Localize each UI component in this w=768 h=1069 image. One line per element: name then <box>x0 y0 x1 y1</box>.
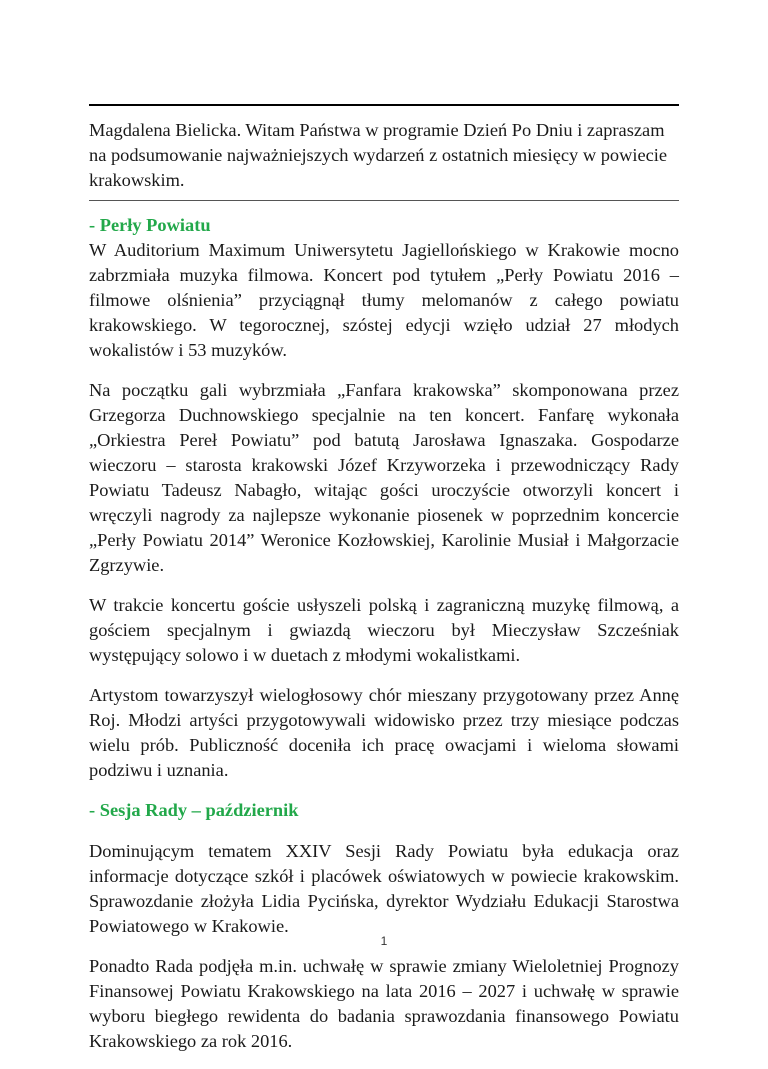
intro-paragraph: Magdalena Bielicka. Witam Państwa w programie Dzień Po Dniu i zapraszam na podsumowanie najważniejszych wydarzeń z ostatnich miesięcy w powiecie krakowskim. <box>89 120 668 190</box>
top-divider <box>89 104 679 106</box>
paragraph: W Auditorium Maximum Uniwersytetu Jagiellońskiego w Krakowie mocno zabrzmiała muzyka filmowa. Koncert pod tytułem „Perły Powiatu 2016 – filmowe olśnienia” przyciągnął tłumy melomanów z całego powiatu krakowskiego. W tegorocznej, szóstej edycji wzięło udział 27 młodych wokalistów i 53 muzyków. <box>89 240 679 360</box>
intro-divider <box>89 200 679 201</box>
paragraph: Ponadto Rada podjęła m.in. uchwałę w sprawie zmiany Wieloletniej Prognozy Finansowej Powiatu Krakowskiego na lata 2016 – 2027 i uchwałę w sprawie wyboru biegłego rewidenta do badania sprawozdania finansowego Powiatu Krakowskiego za rok 2016. <box>89 956 679 1051</box>
section-heading-perly-powiatu: - Perły Powiatu <box>89 215 211 235</box>
paragraph: Na początku gali wybrzmiała „Fanfara krakowska” skomponowana przez Grzegorza Duchnowskiego specjalnie na ten koncert. Fanfarę wykonała „Orkiestra Pereł Powiatu” pod batutą Jarosława Ignaszaka. Gospodarze wieczoru – starosta krakowski Józef Krzyworzeka i przewodniczący Rady Powiatu Tadeusz Nabagło, witając gości uroczyście otworzyli koncert i wręczyli nagrody za najlepsze wykonanie piosenek w poprzednim koncercie „Perły Powiatu 2014” Weronice Kozłowskiej, Karolinie Musiał i Małgorzacie Zgrzywie. <box>89 380 679 575</box>
paragraph: Dominującym tematem XXIV Sesji Rady Powiatu była edukacja oraz informacje dotyczące szkół i placówek oświatowych w powiecie krakowskim. Sprawozdanie złożyła Lidia Pycińska, dyrektor Wydziału Edukacji Starostwa Powiatowego w Krakowie. <box>89 841 679 936</box>
paragraph: W trakcie koncertu goście usłyszeli polską i zagraniczną muzykę filmową, a gościem specjalnym i gwiazdą wieczoru był Mieczysław Szcześniak występujący solowo i w duetach z młodymi wokalistkami. <box>89 595 679 665</box>
page-number: 1 <box>380 934 388 948</box>
section-heading-sesja-rady: - Sesja Rady – październik <box>89 800 299 820</box>
paragraph: Artystom towarzyszył wielogłosowy chór mieszany przygotowany przez Annę Roj. Młodzi artyści przygotowywali widowisko przez trzy miesiące podczas wielu prób. Publiczność doceniła ich pracę owacjami i wieloma słowami podziwu i uznania. <box>89 685 679 780</box>
